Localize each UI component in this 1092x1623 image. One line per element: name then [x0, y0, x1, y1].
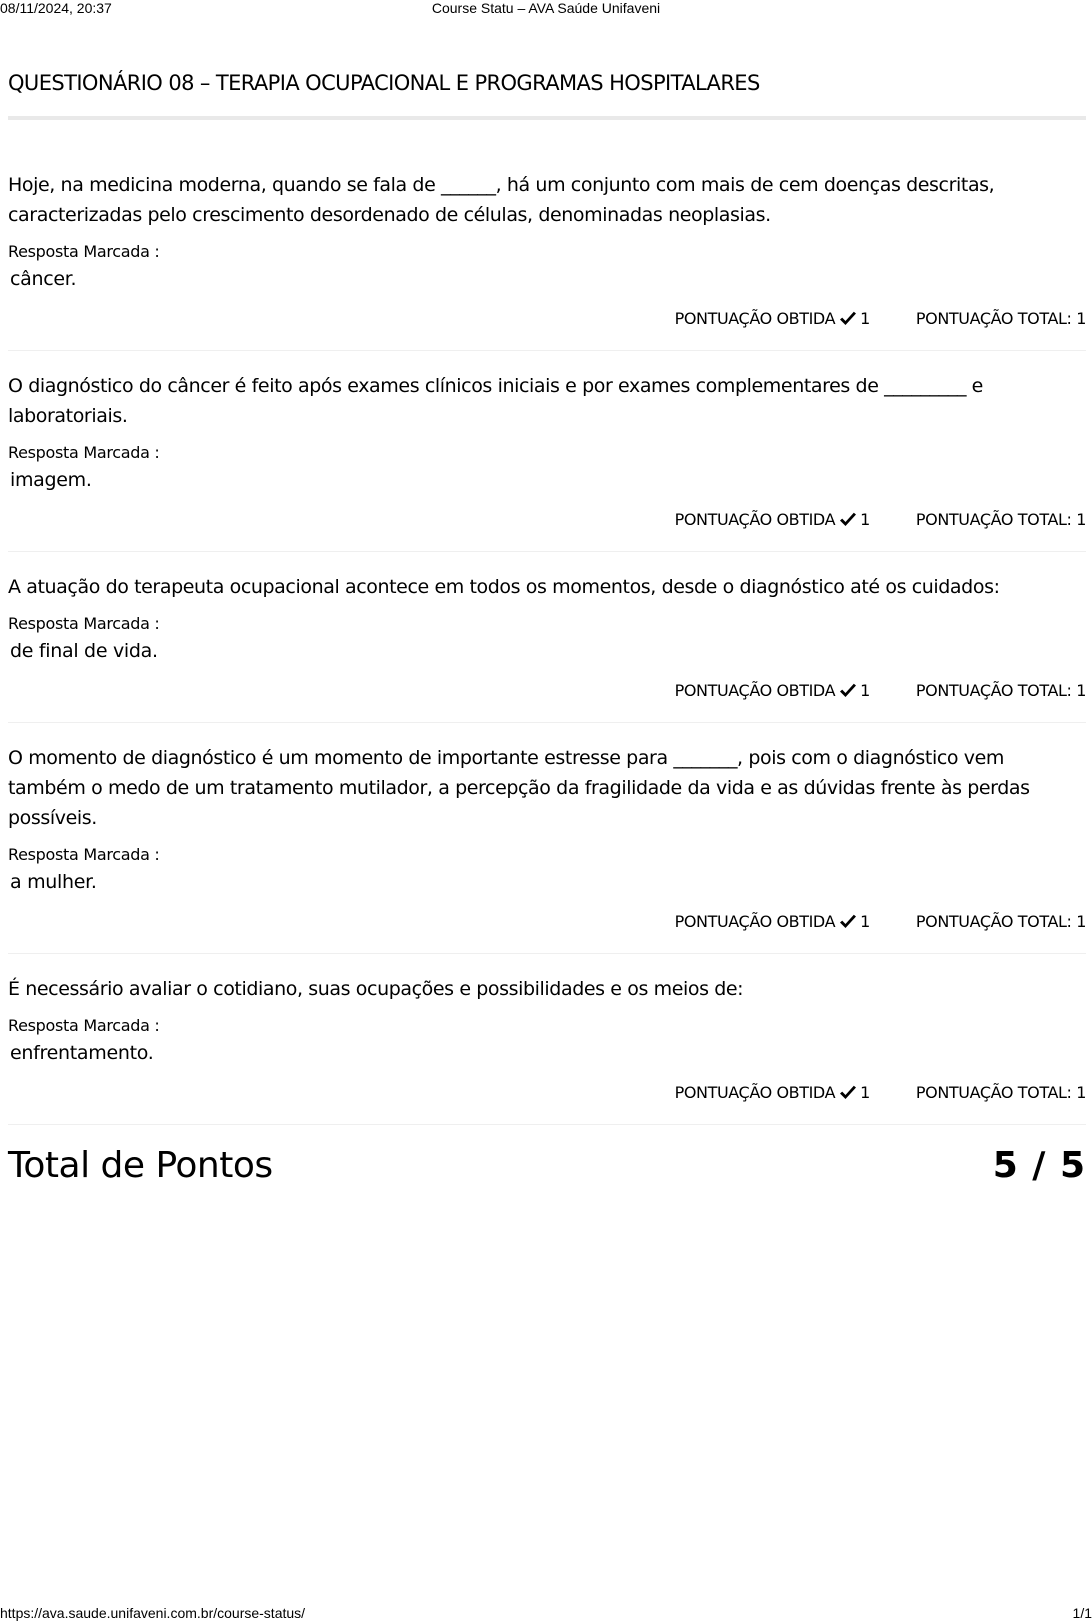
question-list	[8, 170, 1086, 1125]
print-footer	[0, 1605, 1092, 1623]
score-row	[8, 509, 1086, 531]
check-icon	[839, 512, 857, 528]
answer-value: câncer.	[10, 268, 77, 290]
question-item	[8, 170, 1086, 351]
check-icon	[839, 311, 857, 327]
score-obtained-label: PONTUAÇÃO OBTIDA	[674, 510, 836, 529]
question-item	[8, 974, 1086, 1125]
score-obtained-value: 1	[860, 309, 870, 328]
check-icon	[839, 1085, 857, 1101]
score-total-label: PONTUAÇÃO TOTAL:	[915, 510, 1072, 529]
score-total-value: 1	[1076, 510, 1086, 529]
score-total-label: PONTUAÇÃO TOTAL:	[915, 912, 1072, 931]
score-row	[8, 911, 1086, 933]
score-total-value: 1	[1076, 681, 1086, 700]
score-total	[916, 509, 1086, 531]
check-icon	[839, 683, 857, 699]
score-total-value: 1	[1076, 309, 1086, 328]
question-text: A atuação do terapeuta ocupacional acontece em todos os momentos, desde o diagnóstico até os cuidados:	[8, 576, 1000, 598]
total-points-label: Total de Pontos	[8, 1145, 273, 1186]
print-page-number: 1/1	[1072, 1605, 1092, 1621]
score-obtained	[675, 308, 870, 330]
score-total	[916, 1082, 1086, 1104]
question-item	[8, 743, 1086, 954]
score-obtained	[675, 680, 870, 702]
question-item	[8, 572, 1086, 723]
question-text: É necessário avaliar o cotidiano, suas ocupações e possibilidades e os meios de:	[8, 978, 744, 1000]
question-text: Hoje, na medicina moderna, quando se fala de ______, há um conjunto com mais de cem doenças descritas, caracterizadas pelo crescimento desordenado de células, denominadas neoplasias.	[8, 174, 995, 226]
score-total-value: 1	[1076, 1083, 1086, 1102]
score-total-value: 1	[1076, 912, 1086, 931]
score-obtained-label: PONTUAÇÃO OBTIDA	[674, 1083, 836, 1102]
answer-label: Resposta Marcada :	[8, 614, 160, 633]
answer-value: enfrentamento.	[10, 1042, 154, 1064]
score-total	[916, 911, 1086, 933]
answer-label: Resposta Marcada :	[8, 845, 160, 864]
score-row	[8, 1082, 1086, 1104]
answer-label: Resposta Marcada :	[8, 242, 160, 261]
total-points-row	[8, 1145, 1086, 1186]
score-obtained	[675, 1082, 870, 1104]
question-text: O momento de diagnóstico é um momento de importante estresse para _______, pois com o diagnóstico vem também o medo de um tratamento mutilador, a percepção da fragilidade da vida e as dúvidas frente às perdas possíveis.	[8, 747, 1030, 829]
question-text: O diagnóstico do câncer é feito após exames clínicos iniciais e por exames complementares de _________ e laboratoriais.	[8, 375, 983, 427]
total-points-value: 5 / 5	[992, 1145, 1086, 1186]
answer-value: imagem.	[10, 469, 92, 491]
question-item	[8, 371, 1086, 552]
answer-value: a mulher.	[10, 871, 97, 893]
answer-label: Resposta Marcada :	[8, 1016, 160, 1035]
score-total-label: PONTUAÇÃO TOTAL:	[915, 1083, 1072, 1102]
print-datetime: 08/11/2024, 20:37	[0, 0, 112, 16]
score-total-label: PONTUAÇÃO TOTAL:	[915, 309, 1072, 328]
answer-value: de final de vida.	[10, 640, 158, 662]
score-total	[916, 308, 1086, 330]
print-header	[0, 0, 1092, 18]
quiz-content	[8, 60, 1086, 1186]
score-obtained-label: PONTUAÇÃO OBTIDA	[674, 309, 836, 328]
quiz-title: QUESTIONÁRIO 08 – TERAPIA OCUPACIONAL E PROGRAMAS HOSPITALARES	[8, 71, 760, 95]
check-icon	[839, 914, 857, 930]
score-obtained-value: 1	[860, 912, 870, 931]
score-obtained-label: PONTUAÇÃO OBTIDA	[674, 681, 836, 700]
score-total	[916, 680, 1086, 702]
score-obtained-value: 1	[860, 510, 870, 529]
answer-label: Resposta Marcada :	[8, 443, 160, 462]
score-obtained-value: 1	[860, 1083, 870, 1102]
print-url: https://ava.saude.unifaveni.com.br/course-status/	[0, 1605, 306, 1621]
score-total-label: PONTUAÇÃO TOTAL:	[915, 681, 1072, 700]
score-row	[8, 680, 1086, 702]
title-divider	[8, 116, 1086, 120]
score-obtained-label: PONTUAÇÃO OBTIDA	[674, 912, 836, 931]
print-page-title: Course Statu – AVA Saúde Unifaveni	[431, 0, 661, 16]
score-obtained	[675, 911, 870, 933]
score-obtained-value: 1	[860, 681, 870, 700]
score-row	[8, 308, 1086, 330]
score-obtained	[675, 509, 870, 531]
